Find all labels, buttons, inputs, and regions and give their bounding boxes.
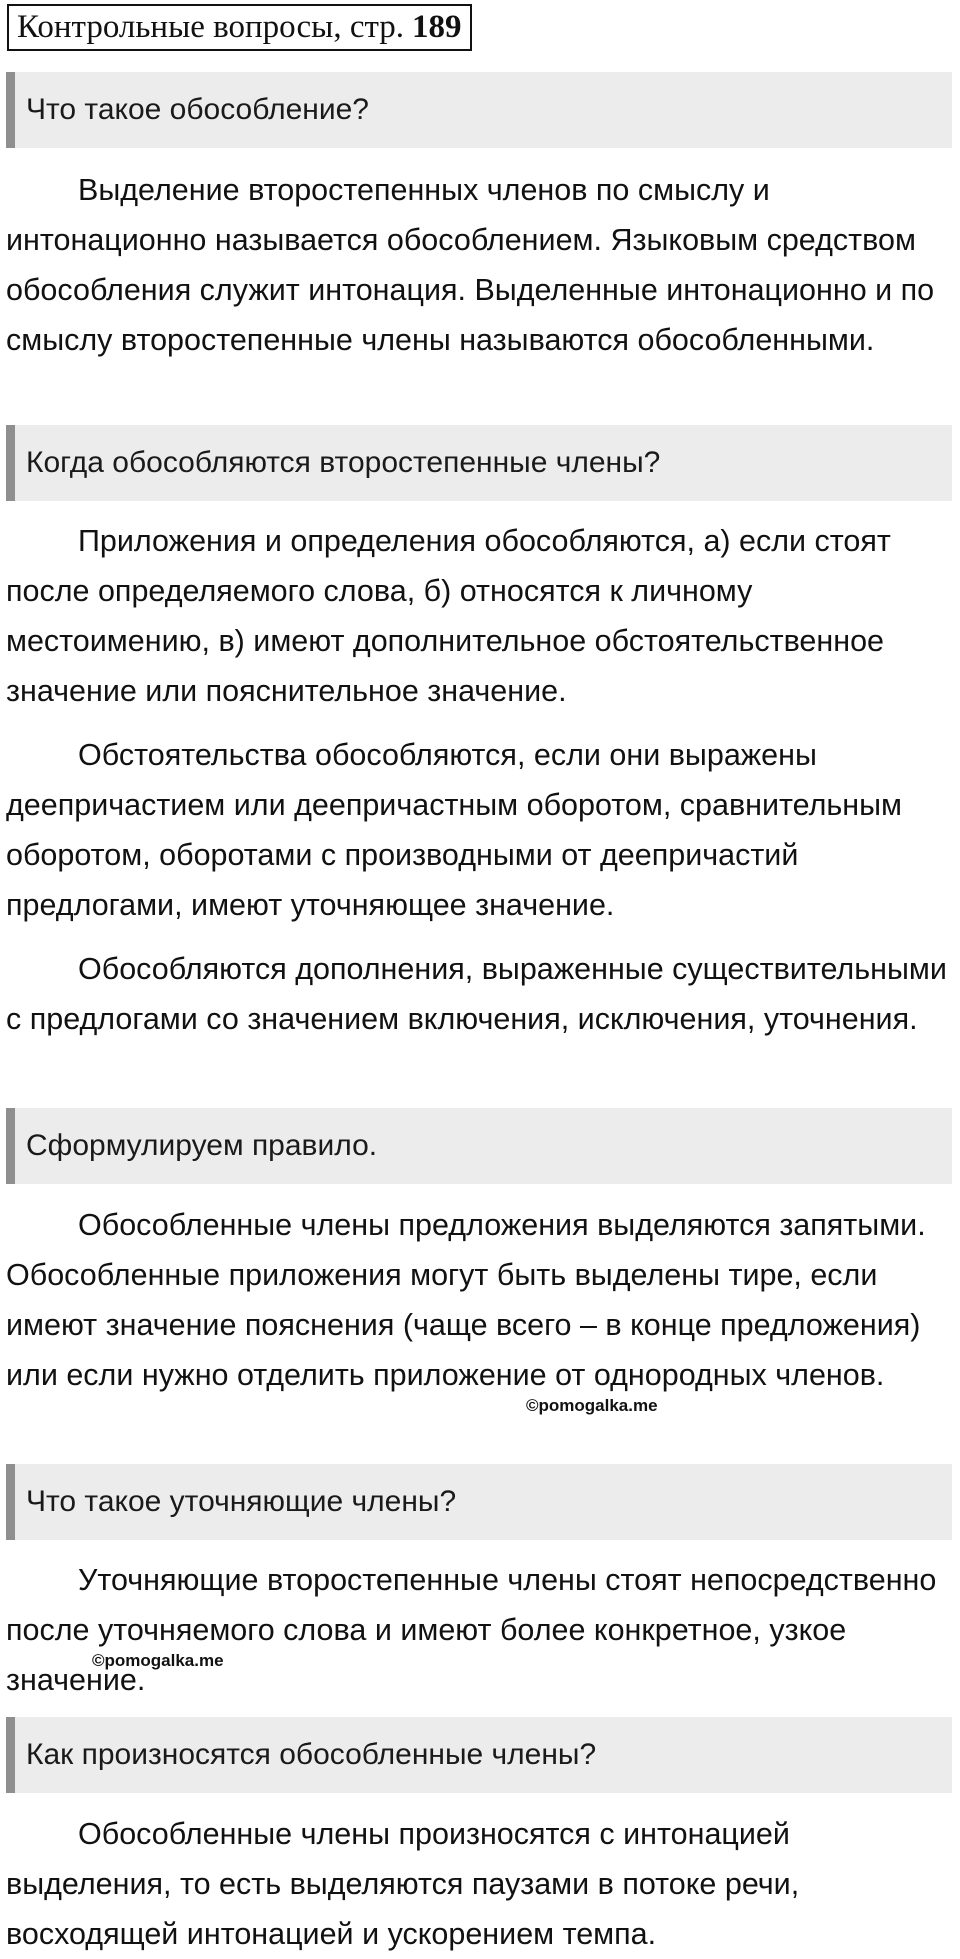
question-heading: Что такое обособление? [6, 72, 952, 148]
watermark-text: ©pomogalka.me [92, 1651, 224, 1670]
page-number: 189 [412, 9, 462, 45]
question-heading: Когда обособляются второстепенные члены? [6, 425, 952, 501]
answer-paragraph: Обособленные члены предложения выделяются запятыми. Обособленные приложения могут быть выделены тире, если имеют значение пояснения (чаще всего – в конце предложения) или если нужно отделить приложение от однородных членов. [6, 1208, 926, 1392]
page-title [7, 4, 472, 51]
question-heading: Сформулируем правило. [6, 1108, 952, 1184]
answer-paragraph: Обстоятельства обособляются, если они выражены деепричастием или деепричастным оборотом, сравнительным оборотом, оборотами с производными от деепричастий предлогами, имеют уточняющее значение. [6, 738, 903, 922]
answer-paragraph: Обособленные члены произносятся с интонацией выделения, то есть выделяются паузами в потоке речи, восходящей интонацией и ускорением темпа. [6, 1817, 800, 1951]
question-heading: Что такое уточняющие члены? [6, 1464, 952, 1540]
watermark-text: ©pomogalka.me [526, 1396, 658, 1415]
question-heading: Как произносятся обособленные члены? [6, 1717, 952, 1793]
page-title-text: Контрольные вопросы, стр. [17, 9, 405, 45]
answer-paragraph: Выделение второстепенных членов по смыслу и интонационно называется обособлением. Языковым средством обособления служит интонация. Выделенные интонационно и по смыслу второстепенные члены называются обособленными. [6, 173, 935, 357]
answer-paragraph: Приложения и определения обособляются, а) если стоят после определяемого слова, б) относятся к личному местоимению, в) имеют дополнительное обстоятельственное значение или пояснительное значение. [6, 524, 891, 708]
answer-paragraph: Обособляются дополнения, выраженные существительными с предлогами со значением включения, исключения, уточнения. [6, 952, 947, 1036]
answer-paragraph: Уточняющие второстепенные члены стоят непосредственно после уточняемого слова и имеют более конкретное, узкое значение. [6, 1563, 937, 1697]
